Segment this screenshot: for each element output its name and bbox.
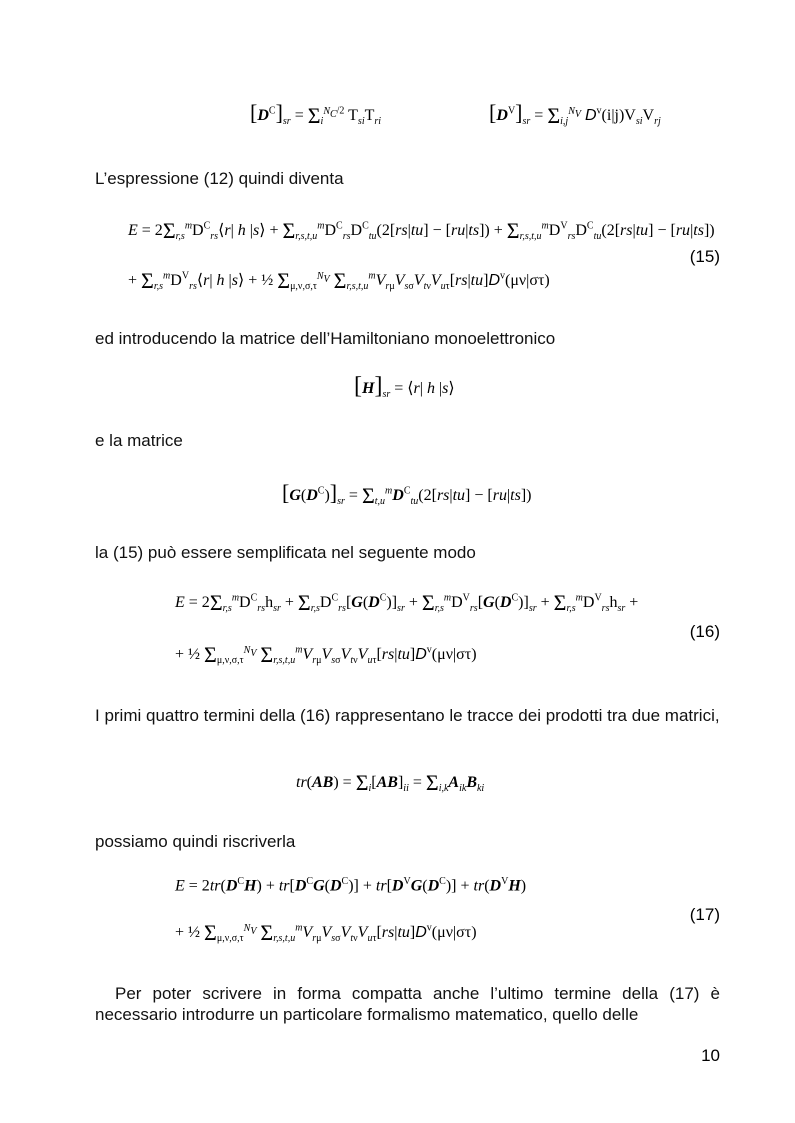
paragraph-2: ed introducendo la matrice dell’Hamiltoniano monoelettronico — [95, 329, 556, 348]
equation-15-line-1: $E = 2\Sigma_{r,s}^mD^C_{rs}⟨r|$ h |s⟩ + $\Sigma_{r,s,t,u}^mD^C_{rs}D^C_{tu}(2[rs|tu] - [ru|ts]) + \Sigma_{r,s,t,u}^mD^V_{rs}D^C_{tu}(2[rs|tu] - [ru|ts])$ — [128, 218, 715, 243]
paragraph-6: possiamo quindi riscriverla — [95, 832, 296, 851]
equation-hamiltonian-matrix: $[H]_{sr}$ = ⟨r| h |s⟩ — [354, 373, 455, 401]
equation-number-16: (16) — [689, 622, 720, 641]
paragraph-1: L’espressione (12) quindi diventa — [95, 169, 344, 188]
paragraph-3: e la matrice — [95, 431, 183, 450]
equation-16-line-1: $E = 2\Sigma_{r,s}^mD^C_{rs}h_{sr} + \Sigma_{r,s}D^C_{rs}[G(D^C)]_{sr} + \Sigma_{r,s}^mD^V_{rs}[G(D^C)]_{sr} + \Sigma_{r,s}^mD^V_{rs}h_{sr}$ + — [175, 590, 639, 615]
equation-15-line-2: + $\Sigma_{r,s}^mD^V_{rs}⟨r|$ h |s⟩ + ½ $\Sigma_{\mu,\nu,\sigma,\tau}^{N_V}$ $\Sigma_{r,s,t,u}^mV_{r\mu}V_{s\sigma}V_{t\nu}V_{u\tau}[rs|tu]D^v(\mu\nu|\sigma\tau)$ — [128, 268, 550, 293]
equation-trace-definition: $tr(AB) = \Sigma_i[AB]_{ii} = \Sigma_{i,k}A_{ik}B_{ki}$ — [296, 770, 485, 795]
equation-number-15: (15) — [689, 247, 720, 266]
paragraph-7: Per poter scrivere in forma compatta anche l’ultimo termine della (17) è necessario introdurre un particolare formalismo matematico, quello delle — [95, 984, 720, 1024]
equation-dc-dv-definitions: $[D^C]_{sr} = \Sigma_i^{N_C/2}$ $T_{si}T_{ri}$ $[D^V]_{sr} = \Sigma_{i,j}^{N_V}$ $D^v(i|j)V_{si}V_{rj}$ — [250, 100, 661, 128]
equation-g-matrix: $[G(D^C)]_{sr} = \Sigma_{t,u}^mD^C_{tu}(2[rs|tu] - [ru|ts])$ — [282, 480, 532, 508]
equation-number-17: (17) — [689, 905, 720, 924]
equation-17-line-2: + ½ $\Sigma_{\mu,\nu,\sigma,\tau}^{N_V}$ $\Sigma_{r,s,t,u}^mV_{r\mu}V_{s\sigma}V_{t\nu}V_{u\tau}[rs|tu]D^v(\mu\nu|\sigma\tau)$ — [175, 920, 477, 945]
equation-16-line-2: + ½ $\Sigma_{\mu,\nu,\sigma,\tau}^{N_V}$ $\Sigma_{r,s,t,u}^mV_{r\mu}V_{s\sigma}V_{t\nu}V_{u\tau}[rs|tu]D^v(\mu\nu|\sigma\tau)$ — [175, 642, 477, 667]
paragraph-5: I primi quattro termini della (16) rappresentano le tracce dei prodotti tra due matrici, — [95, 706, 720, 725]
page-number: 10 — [701, 1046, 720, 1065]
paragraph-4: la (15) può essere semplificata nel seguente modo — [95, 543, 476, 562]
equation-17-line-1: $E = 2tr(D^CH) + tr[D^CG(D^C)] + tr[D^VG(D^C)] + tr(D^VH)$ — [175, 876, 527, 895]
